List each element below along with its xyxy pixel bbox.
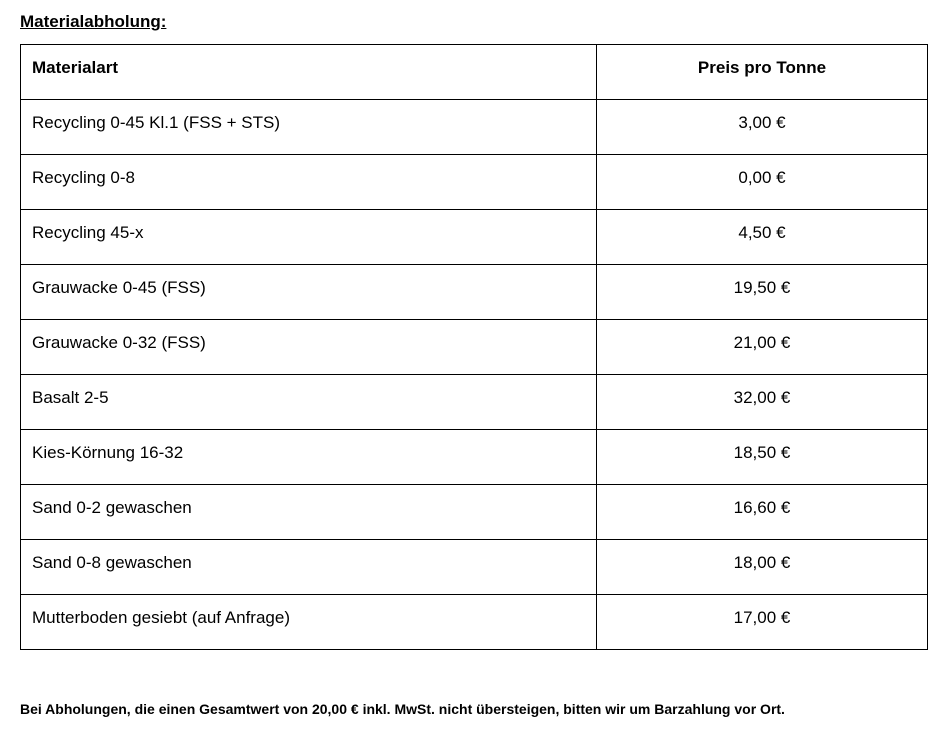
table-header bbox=[21, 45, 928, 100]
material-cell: Recycling 0-45 Kl.1 (FSS + STS) bbox=[21, 100, 597, 155]
table-row bbox=[21, 210, 928, 265]
table-row bbox=[21, 375, 928, 430]
price-cell: 21,00 € bbox=[597, 320, 928, 375]
material-cell: Sand 0-2 gewaschen bbox=[21, 485, 597, 540]
column-header-material: Materialart bbox=[21, 45, 597, 100]
table-body bbox=[21, 100, 928, 650]
page-title: Materialabholung: bbox=[20, 12, 167, 31]
price-cell: 4,50 € bbox=[597, 210, 928, 265]
table-row bbox=[21, 100, 928, 155]
price-cell: 0,00 € bbox=[597, 155, 928, 210]
material-cell: Mutterboden gesiebt (auf Anfrage) bbox=[21, 595, 597, 650]
column-header-price: Preis pro Tonne bbox=[597, 45, 928, 100]
price-cell: 18,50 € bbox=[597, 430, 928, 485]
table-header-row bbox=[21, 45, 928, 100]
price-cell: 3,00 € bbox=[597, 100, 928, 155]
material-cell: Recycling 0-8 bbox=[21, 155, 597, 210]
price-cell: 19,50 € bbox=[597, 265, 928, 320]
table-row bbox=[21, 540, 928, 595]
material-cell: Grauwacke 0-45 (FSS) bbox=[21, 265, 597, 320]
table-row bbox=[21, 595, 928, 650]
table-row bbox=[21, 265, 928, 320]
material-cell: Recycling 45-x bbox=[21, 210, 597, 265]
price-cell: 32,00 € bbox=[597, 375, 928, 430]
material-cell: Sand 0-8 gewaschen bbox=[21, 540, 597, 595]
material-cell: Kies-Körnung 16-32 bbox=[21, 430, 597, 485]
table-row bbox=[21, 485, 928, 540]
table-row bbox=[21, 320, 928, 375]
price-table bbox=[20, 44, 928, 650]
table-row bbox=[21, 155, 928, 210]
price-cell: 17,00 € bbox=[597, 595, 928, 650]
price-cell: 16,60 € bbox=[597, 485, 928, 540]
price-cell: 18,00 € bbox=[597, 540, 928, 595]
material-cell: Basalt 2-5 bbox=[21, 375, 597, 430]
table-row bbox=[21, 430, 928, 485]
material-cell: Grauwacke 0-32 (FSS) bbox=[21, 320, 597, 375]
footer-note: Bei Abholungen, die einen Gesamtwert von 20,00 € inkl. MwSt. nicht übersteigen, bitten wir um Barzahlung vor Ort. bbox=[20, 701, 785, 717]
